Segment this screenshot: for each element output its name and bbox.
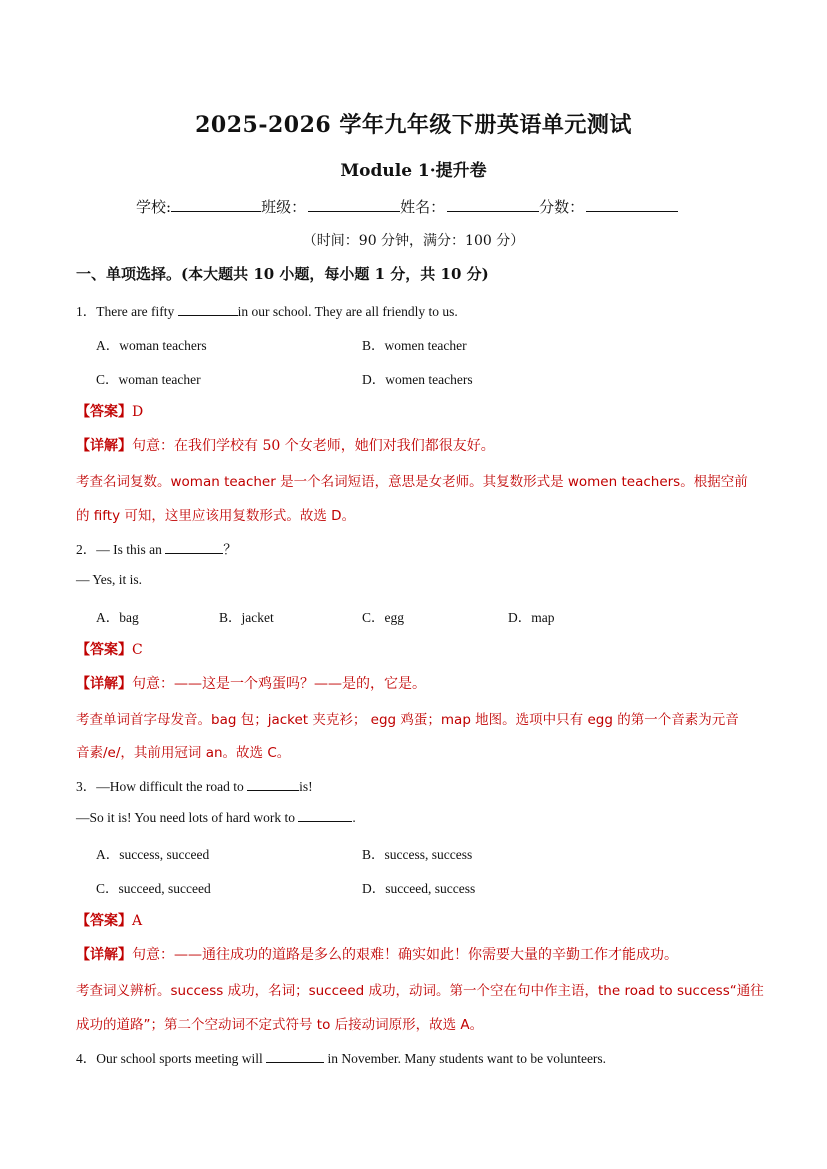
question-3-text-b: is! <box>299 779 313 794</box>
explanation-line: 句意：在我们学校有 50 个女老师，她们对我们都很友好。 <box>132 438 495 454</box>
question-2-option-b[interactable]: B．jacket <box>219 610 274 625</box>
question-3-text-d: . <box>352 810 356 825</box>
explanation-line: 的 fifty 可知，这里应该用复数形式。故选 D。 <box>76 508 356 524</box>
answer-value: D <box>132 404 144 420</box>
page-subtitle: Module 1·提升卷 <box>340 161 487 181</box>
explanation-line: 成功的道路”；第二个空动词不定式符号 to 后接动词原形，故选 A。 <box>76 1017 484 1033</box>
answer-value: A <box>132 913 143 929</box>
question-1-stem <box>76 300 458 320</box>
question-3-explanation <box>76 944 678 964</box>
question-2-answer <box>76 639 143 659</box>
question-3-stem <box>76 775 313 795</box>
question-3-option-a[interactable]: A．success, succeed <box>96 847 210 862</box>
answer-value: C <box>132 642 143 658</box>
score-blank[interactable] <box>586 197 678 212</box>
question-3-option-b[interactable]: B．success, success <box>362 847 473 862</box>
score-label: 分数： <box>539 198 585 216</box>
question-1-option-a[interactable]: A．woman teachers <box>96 338 207 353</box>
page-title: 2025-2026 学年九年级下册英语单元测试 <box>195 112 632 138</box>
explanation-line: 考查名词复数。woman teacher 是一个名词短语，意思是女老师。其复数形式是 women teachers。根据空前 <box>76 474 748 490</box>
question-3-response <box>76 809 356 826</box>
school-label: 学校: <box>136 198 172 216</box>
question-1-option-c[interactable]: C．woman teacher <box>96 372 201 387</box>
question-3-option-c[interactable]: C．succeed, succeed <box>96 881 211 896</box>
name-blank[interactable] <box>447 197 539 212</box>
question-2-option-d[interactable]: D．map <box>508 610 555 625</box>
explanation-line: 句意：——通往成功的道路是多么的艰难！确实如此！你需要大量的辛勤工作才能成功。 <box>132 947 678 963</box>
answer-tag: 【答案】 <box>76 642 132 658</box>
question-3-answer <box>76 910 142 930</box>
question-4-blank[interactable] <box>266 1050 324 1063</box>
question-2-blank[interactable] <box>165 541 223 554</box>
question-3-option-d[interactable]: D．succeed, success <box>362 881 476 896</box>
question-4-text-b: in November. Many students want to be volunteers. <box>324 1051 607 1066</box>
question-2-response: — Yes, it is. <box>76 572 143 587</box>
explanation-tag: 【详解】 <box>76 676 132 692</box>
explanation-line: 音素/e/，其前用冠词 an。故选 C。 <box>76 745 291 761</box>
class-label: 班级： <box>261 198 307 216</box>
question-4-text-a: 4．Our school sports meeting will <box>76 1051 267 1066</box>
question-3-blank-1[interactable] <box>247 778 299 791</box>
question-1-answer <box>76 401 143 421</box>
time-info: （时间：90 分钟，满分：100 分） <box>302 233 525 249</box>
question-2-explanation <box>76 673 426 693</box>
section-heading: 一、单项选择。(本大题共 10 小题，每小题 1 分，共 10 分) <box>76 265 489 283</box>
question-3-text-c: —So it is! You need lots of hard work to <box>76 810 299 825</box>
question-2-text-b: ？ <box>223 542 237 557</box>
explanation-tag: 【详解】 <box>76 438 132 454</box>
class-blank[interactable] <box>308 197 400 212</box>
answer-tag: 【答案】 <box>76 913 132 929</box>
question-3-text-a: 3．—How difficult the road to <box>76 779 248 794</box>
question-1-explanation <box>76 435 495 455</box>
question-1-text-a: 1．There are fifty <box>76 304 178 319</box>
question-2-option-a[interactable]: A．bag <box>96 610 139 625</box>
question-2-stem <box>76 538 237 558</box>
question-4-stem <box>76 1047 606 1067</box>
question-1-option-d[interactable]: D．women teachers <box>362 372 473 387</box>
explanation-line: 句意：——这是一个鸡蛋吗？——是的，它是。 <box>132 676 426 692</box>
question-1-option-b[interactable]: B．women teacher <box>362 338 467 353</box>
question-2-text-a: 2．— Is this an <box>76 542 166 557</box>
question-2-option-c[interactable]: C．egg <box>362 610 404 625</box>
question-1-blank[interactable] <box>178 303 238 316</box>
explanation-tag: 【详解】 <box>76 947 132 963</box>
answer-tag: 【答案】 <box>76 404 132 420</box>
explanation-line: 考查单词首字母发音。bag 包；jacket 夹克衫； egg 鸡蛋；map 地图。选项中只有 egg 的第一个音素为元音 <box>76 712 739 728</box>
name-label: 姓名： <box>400 198 446 216</box>
question-3-blank-2[interactable] <box>298 809 352 822</box>
explanation-line: 考查词义辨析。success 成功，名词；succeed 成功，动词。第一个空在句中作主语，the road to success“通往 <box>76 983 764 999</box>
question-1-text-b: in our school. They are all friendly to us. <box>237 304 458 319</box>
school-blank[interactable] <box>171 197 261 212</box>
student-info-row <box>136 196 678 217</box>
